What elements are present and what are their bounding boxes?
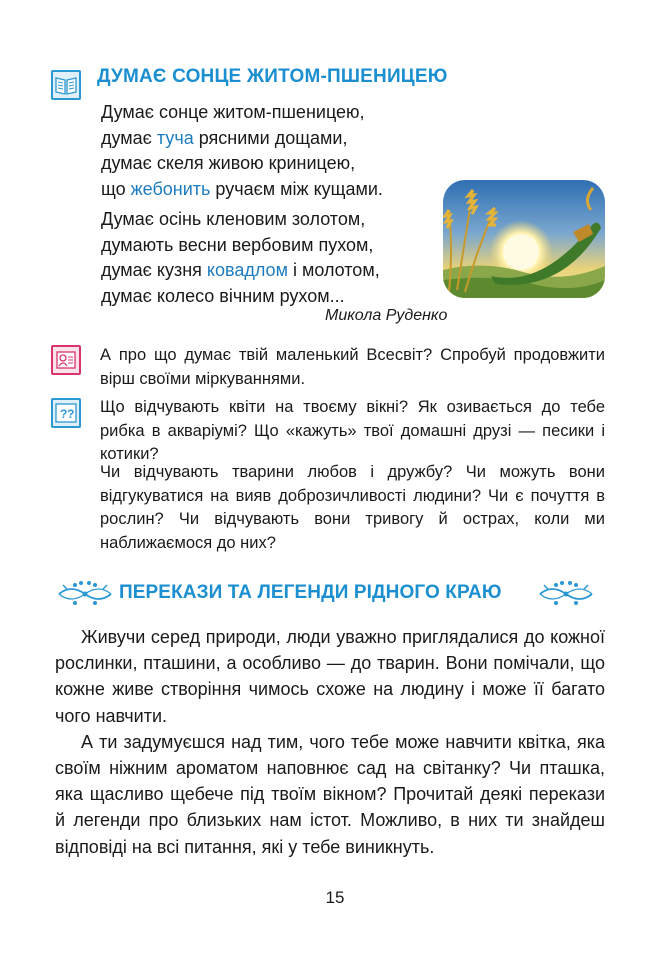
reading-task-icon — [51, 345, 81, 375]
section-title: ПЕРЕКАЗИ ТА ЛЕГЕНДИ РІДНОГО КРАЮ — [119, 582, 502, 603]
task-continue-poem: А про що думає твій маленький Всесвіт? Спробуй продовжити вірш своїми міркуваннями. — [100, 346, 605, 388]
page-number: 15 — [325, 888, 345, 907]
poem-stanza-1 — [101, 100, 383, 202]
glossary-word: жебонить — [130, 178, 211, 199]
folk-ornament-icon — [57, 579, 113, 609]
poem-line: Думає осінь кленовим золотом, — [101, 209, 366, 229]
poem-title: ДУМАЄ СОНЦЕ ЖИТОМ-ПШЕНИЦЕЮ — [97, 66, 448, 87]
poem-stanza-2 — [101, 207, 380, 309]
poem-line: думає кузня ковадлом і молотом, — [101, 260, 380, 280]
paragraph: А ти задумуєшся над тим, чого тебе може навчити квітка, яка своїм ніжним ароматом наповнює сад на світанку? Чи пташка, яка щасливо щебече під твоїм вікном? Прочитай деякі перекази й легенди про близьких нам істот. Можливо, в них ти знайдеш відповіді на всі питання, які у тебе виникнуть. — [55, 731, 605, 857]
sun-wheat-illustration — [443, 180, 605, 298]
glossary-word: туча — [156, 127, 194, 148]
poem-line: що жебонить ручаєм між кущами. — [101, 178, 383, 199]
section-text — [55, 624, 605, 860]
poem-line: Думає сонце житом-пшеницею, — [101, 102, 365, 122]
glossary-word: ковадлом — [206, 260, 288, 280]
question-task-icon — [51, 398, 81, 428]
paragraph: Живучи серед природи, люди уважно приглядалися до кожної рослинки, пташини, а особливо — до тварин. Вони помічали, що кожне живе створіння чимось схоже на людину і може її багато чого навчити. — [55, 627, 605, 726]
poem-line: думають весни вербовим пухом, — [101, 234, 374, 255]
poem-author: Микола Руденко — [325, 307, 448, 324]
poem-line: думає туча рясними дощами, — [101, 127, 348, 148]
task-questions-plants-pets: Що відчувають квіти на твоєму вікні? Як озивається до тебе рибка в акваріумі? Що «кажуть» твої домашні друзі — песики і котики? — [100, 398, 605, 463]
svg-text:?: ? — [60, 407, 68, 421]
poem-line: думає колесо вічним рухом... — [101, 285, 345, 306]
open-book-icon — [51, 70, 81, 100]
task-questions-feelings: Чи відчувають тварини любов і дружбу? Чи можуть вони відгукуватися на вияв доброзичливості людини? Чи є почуття в рослин? Чи відчувають вони тривогу й острах, коли ми наближаємося до них? — [100, 463, 605, 552]
poem-line: думає скеля живою криницею, — [101, 153, 356, 173]
folk-ornament-icon — [538, 579, 594, 609]
svg-text:?: ? — [67, 407, 75, 421]
